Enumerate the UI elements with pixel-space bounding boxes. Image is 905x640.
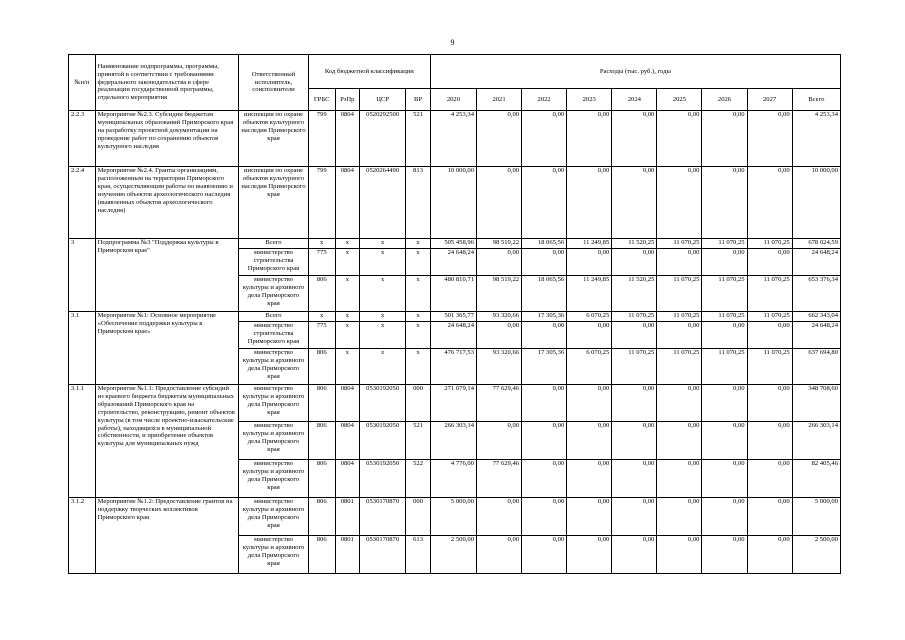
value-cell: 93 320,66 [476, 349, 521, 385]
value-cell: 0,00 [522, 111, 567, 167]
row-number: 3.1.1 [69, 385, 96, 498]
value-cell: 0,00 [612, 422, 657, 460]
value-cell: 0,00 [612, 322, 657, 349]
responsible-cell: министерство культуры и архивного дела Приморского края [239, 385, 309, 422]
value-cell: 4 253,34 [430, 111, 476, 167]
value-cell: 11 070,25 [612, 312, 657, 322]
value-cell: 0,00 [522, 536, 567, 574]
value-cell: 0,00 [567, 422, 612, 460]
vr-cell: x [406, 322, 431, 349]
vr-cell: x [406, 349, 431, 385]
value-cell: 93 320,66 [476, 312, 521, 322]
header-year-2: 2022 [522, 89, 567, 111]
header-year-8: Всего [792, 89, 840, 111]
responsible-cell: министерство культуры и архивного дела Приморского края [239, 536, 309, 574]
value-cell: 11 070,25 [657, 239, 702, 249]
header-name: Наименование подпрограммы, программы, принятой в соответствии с требованиями федерального законодательства в сфере реализации государственной программы, отдельного мероприятия [95, 55, 239, 111]
rzpr-cell: x [335, 349, 360, 385]
value-cell: 0,00 [612, 249, 657, 276]
value-cell: 24 648,24 [792, 249, 840, 276]
vr-cell: 522 [406, 460, 431, 498]
value-cell: 0,00 [612, 167, 657, 239]
responsible-cell: инспекция по охране объектов культурного наследия Приморского края [239, 167, 309, 239]
value-cell: 82 405,46 [792, 460, 840, 498]
value-cell: 0,00 [612, 460, 657, 498]
value-cell: 0,00 [747, 422, 792, 460]
rzpr-cell: 0804 [335, 460, 360, 498]
value-cell: 0,00 [567, 498, 612, 536]
csr-cell: 0530192050 [360, 460, 406, 498]
header-code-2: ЦСР [360, 89, 406, 111]
header-year-4: 2024 [612, 89, 657, 111]
value-cell: 77 629,46 [476, 460, 521, 498]
value-cell: 0,00 [522, 422, 567, 460]
grbs-cell: 806 [308, 422, 335, 460]
value-cell: 10 000,00 [792, 167, 840, 239]
value-cell: 505 458,96 [430, 239, 476, 249]
vr-cell: 521 [406, 111, 431, 167]
value-cell: 0,00 [476, 322, 521, 349]
value-cell: 11 520,25 [612, 239, 657, 249]
value-cell: 0,00 [612, 111, 657, 167]
value-cell: 0,00 [657, 249, 702, 276]
value-cell: 0,00 [522, 322, 567, 349]
budget-table [68, 54, 841, 574]
value-cell: 11 249,85 [567, 239, 612, 249]
vr-cell: x [406, 239, 431, 249]
value-cell: 11 070,25 [702, 349, 747, 385]
row-number: 2.2.3 [69, 111, 96, 167]
value-cell: 0,00 [476, 536, 521, 574]
value-cell: 24 648,24 [430, 322, 476, 349]
header-exp-group: Расходы (тыс. руб.), годы [430, 55, 840, 89]
value-cell: 77 629,46 [476, 385, 521, 422]
value-cell: 0,00 [702, 460, 747, 498]
value-cell: 6 070,25 [567, 349, 612, 385]
value-cell: 637 694,80 [792, 349, 840, 385]
vr-cell: 521 [406, 422, 431, 460]
value-cell: 501 365,77 [430, 312, 476, 322]
value-cell: 678 024,59 [792, 239, 840, 249]
row-name: Мероприятие №1.1: Предоставление субсидий из краевого бюджета бюджетам муниципальных образований Приморского края на строительство, реконструкцию, ремонт объектов культуры (в том числе проектно-изыскательские работы), находящихся в муниципальной собственности, и приобретение объектов культуры для муниципальных нужд [95, 385, 239, 498]
value-cell: 348 708,60 [792, 385, 840, 422]
value-cell: 2 500,00 [430, 536, 476, 574]
rzpr-cell: 0804 [335, 111, 360, 167]
value-cell: 0,00 [747, 111, 792, 167]
grbs-cell: 799 [308, 167, 335, 239]
value-cell: 653 376,34 [792, 276, 840, 312]
vr-cell: x [406, 312, 431, 322]
grbs-cell: x [308, 312, 335, 322]
row-name: Подпрограмма №3 "Поддержка культуры в Приморском крае" [95, 239, 239, 312]
value-cell: 11 070,25 [702, 239, 747, 249]
value-cell: 11 070,25 [657, 312, 702, 322]
vr-cell: x [406, 249, 431, 276]
value-cell: 11 070,25 [657, 349, 702, 385]
value-cell: 0,00 [522, 385, 567, 422]
csr-cell: 0520264490 [360, 167, 406, 239]
value-cell: 0,00 [476, 111, 521, 167]
value-cell: 24 648,24 [792, 322, 840, 349]
csr-cell: 0520292500 [360, 111, 406, 167]
header-num: №п/п [69, 55, 96, 111]
value-cell: 17 305,36 [522, 349, 567, 385]
grbs-cell: 806 [308, 460, 335, 498]
value-cell: 0,00 [522, 498, 567, 536]
value-cell: 98 519,22 [476, 239, 521, 249]
value-cell: 0,00 [702, 322, 747, 349]
value-cell: 0,00 [612, 498, 657, 536]
row-name: Мероприятие №2.3. Субсидии бюджетам муниципальных образований Приморского края на разработку проектной документации на проведение работ по сохранению объектов культурного наследия [95, 111, 239, 167]
value-cell: 0,00 [747, 167, 792, 239]
value-cell: 18 065,56 [522, 276, 567, 312]
rzpr-cell: 0804 [335, 385, 360, 422]
responsible-cell: министерство культуры и архивного дела Приморского края [239, 349, 309, 385]
csr-cell: x [360, 312, 406, 322]
value-cell: 0,00 [657, 422, 702, 460]
vr-cell: x [406, 276, 431, 312]
row-name: Мероприятие №2.4. Гранты организациям, расположенным на территории Приморского края, осуществляющим работы по выявлению и изучению объектов археологического наследия (выявленных объектов археологического наследия) [95, 167, 239, 239]
grbs-cell: x [308, 239, 335, 249]
vr-cell: 613 [406, 536, 431, 574]
csr-cell: x [360, 349, 406, 385]
value-cell: 271 079,14 [430, 385, 476, 422]
rzpr-cell: 0804 [335, 167, 360, 239]
value-cell: 480 810,71 [430, 276, 476, 312]
header-year-6: 2026 [702, 89, 747, 111]
value-cell: 0,00 [567, 385, 612, 422]
value-cell: 0,00 [567, 460, 612, 498]
header-year-5: 2025 [657, 89, 702, 111]
value-cell: 0,00 [702, 111, 747, 167]
value-cell: 0,00 [612, 536, 657, 574]
value-cell: 0,00 [657, 498, 702, 536]
header-year-3: 2023 [567, 89, 612, 111]
responsible-cell: министерство строительства Приморского края [239, 249, 309, 276]
csr-cell: 0530192050 [360, 385, 406, 422]
value-cell: 266 303,14 [430, 422, 476, 460]
header-year-1: 2021 [476, 89, 521, 111]
responsible-cell: министерство культуры и архивного дела Приморского края [239, 422, 309, 460]
value-cell: 0,00 [747, 460, 792, 498]
value-cell: 0,00 [567, 322, 612, 349]
value-cell: 24 648,24 [430, 249, 476, 276]
value-cell: 0,00 [657, 536, 702, 574]
value-cell: 0,00 [657, 460, 702, 498]
value-cell: 0,00 [476, 249, 521, 276]
value-cell: 0,00 [567, 249, 612, 276]
grbs-cell: 806 [308, 536, 335, 574]
responsible-cell: Всего [239, 312, 309, 322]
value-cell: 11 249,85 [567, 276, 612, 312]
value-cell: 0,00 [747, 322, 792, 349]
value-cell: 98 519,22 [476, 276, 521, 312]
row-number: 3 [69, 239, 96, 312]
header-year-0: 2020 [430, 89, 476, 111]
grbs-cell: 775 [308, 322, 335, 349]
value-cell: 11 070,25 [702, 312, 747, 322]
header-code-1: РзПр [335, 89, 360, 111]
grbs-cell: 799 [308, 111, 335, 167]
value-cell: 11 070,25 [747, 312, 792, 322]
table-row [69, 498, 841, 536]
rzpr-cell: x [335, 322, 360, 349]
row-name: Мероприятие №1.2: Предоставление грантов на поддержку творческих коллективов Приморского края [95, 498, 239, 574]
value-cell: 0,00 [657, 322, 702, 349]
value-cell: 0,00 [567, 536, 612, 574]
value-cell: 18 065,56 [522, 239, 567, 249]
rzpr-cell: x [335, 276, 360, 312]
value-cell: 0,00 [657, 167, 702, 239]
header-code-group: Код бюджетной классификации [308, 55, 430, 89]
row-number: 3.1.2 [69, 498, 96, 574]
row-number: 2.2.4 [69, 167, 96, 239]
csr-cell: x [360, 322, 406, 349]
csr-cell: x [360, 249, 406, 276]
rzpr-cell: 0804 [335, 422, 360, 460]
value-cell: 0,00 [476, 167, 521, 239]
value-cell: 11 070,25 [747, 276, 792, 312]
header-year-7: 2027 [747, 89, 792, 111]
value-cell: 0,00 [702, 498, 747, 536]
value-cell: 0,00 [702, 167, 747, 239]
value-cell: 11 070,25 [612, 349, 657, 385]
value-cell: 266 303,14 [792, 422, 840, 460]
value-cell: 11 520,25 [612, 276, 657, 312]
value-cell: 6 070,25 [567, 312, 612, 322]
responsible-cell: Всего [239, 239, 309, 249]
row-name: Мероприятие №1: Основное мероприятие «Обеспечение поддержки культуры в Приморском крае» [95, 312, 239, 385]
value-cell: 662 343,04 [792, 312, 840, 322]
value-cell: 10 000,00 [430, 167, 476, 239]
csr-cell: x [360, 276, 406, 312]
value-cell: 0,00 [747, 385, 792, 422]
table-row [69, 385, 841, 422]
csr-cell: x [360, 239, 406, 249]
table-row [69, 111, 841, 167]
table-body [69, 111, 841, 574]
grbs-cell: 806 [308, 349, 335, 385]
table-row [69, 312, 841, 322]
rzpr-cell: x [335, 312, 360, 322]
rzpr-cell: x [335, 239, 360, 249]
value-cell: 4 776,00 [430, 460, 476, 498]
value-cell: 0,00 [522, 460, 567, 498]
value-cell: 0,00 [612, 385, 657, 422]
csr-cell: 0530170870 [360, 536, 406, 574]
value-cell: 0,00 [476, 498, 521, 536]
value-cell: 0,00 [657, 111, 702, 167]
responsible-cell: министерство культуры и архивного дела Приморского края [239, 498, 309, 536]
responsible-cell: министерство строительства Приморского края [239, 322, 309, 349]
vr-cell: 000 [406, 385, 431, 422]
table-row [69, 239, 841, 249]
value-cell: 0,00 [522, 167, 567, 239]
grbs-cell: 806 [308, 498, 335, 536]
value-cell: 11 070,25 [747, 239, 792, 249]
responsible-cell: министерство культуры и архивного дела Приморского края [239, 460, 309, 498]
header-code-3: ВР [406, 89, 431, 111]
value-cell: 0,00 [747, 498, 792, 536]
page-number: 9 [450, 38, 455, 47]
value-cell: 4 253,34 [792, 111, 840, 167]
header-code-0: ГРБС [308, 89, 335, 111]
value-cell: 11 070,25 [657, 276, 702, 312]
responsible-cell: инспекция по охране объектов культурного наследия Приморского края [239, 111, 309, 167]
value-cell: 0,00 [567, 111, 612, 167]
value-cell: 0,00 [657, 385, 702, 422]
value-cell: 2 500,00 [792, 536, 840, 574]
header-resp: Ответственный исполнитель, соисполнители [239, 55, 309, 111]
table-row [69, 167, 841, 239]
value-cell: 0,00 [702, 536, 747, 574]
value-cell: 5 000,00 [430, 498, 476, 536]
value-cell: 0,00 [702, 385, 747, 422]
value-cell: 0,00 [567, 167, 612, 239]
value-cell: 5 000,00 [792, 498, 840, 536]
rzpr-cell: x [335, 249, 360, 276]
vr-cell: 813 [406, 167, 431, 239]
rzpr-cell: 0801 [335, 498, 360, 536]
responsible-cell: министерство культуры и архивного дела Приморского края [239, 276, 309, 312]
value-cell: 476 717,53 [430, 349, 476, 385]
grbs-cell: 775 [308, 249, 335, 276]
value-cell: 11 070,25 [747, 349, 792, 385]
vr-cell: 000 [406, 498, 431, 536]
rzpr-cell: 0801 [335, 536, 360, 574]
value-cell: 0,00 [522, 249, 567, 276]
row-number: 3.1 [69, 312, 96, 385]
grbs-cell: 806 [308, 276, 335, 312]
value-cell: 0,00 [747, 536, 792, 574]
grbs-cell: 806 [308, 385, 335, 422]
value-cell: 0,00 [702, 249, 747, 276]
value-cell: 0,00 [476, 422, 521, 460]
csr-cell: 0530170870 [360, 498, 406, 536]
value-cell: 0,00 [747, 249, 792, 276]
csr-cell: 0530192050 [360, 422, 406, 460]
value-cell: 11 070,25 [702, 276, 747, 312]
value-cell: 0,00 [702, 422, 747, 460]
value-cell: 17 305,36 [522, 312, 567, 322]
